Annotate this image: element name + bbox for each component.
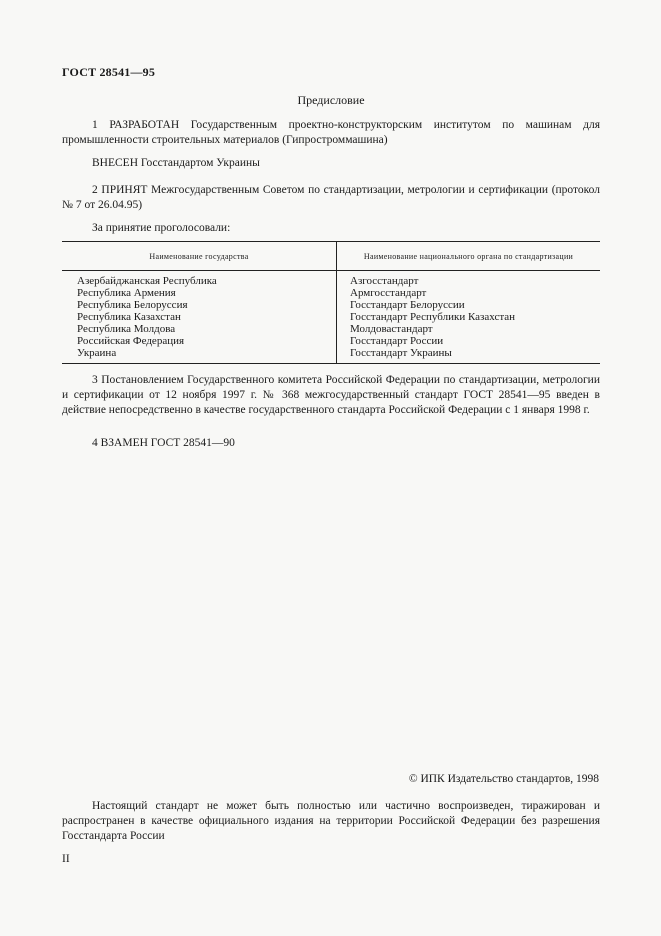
paragraph-voted: За принятие проголосовали: bbox=[92, 222, 231, 234]
state-name: Республика Молдова bbox=[77, 323, 176, 335]
table-header-row bbox=[62, 242, 600, 271]
state-name: Украина bbox=[77, 347, 117, 359]
standards-body-name: Азгосстандарт bbox=[350, 275, 419, 287]
bodies-cell bbox=[337, 271, 601, 364]
standards-body-name: Госстандарт России bbox=[350, 335, 444, 347]
page-number: II bbox=[62, 853, 70, 865]
table-row bbox=[62, 271, 600, 364]
copyright-notice: © ИПК Издательство стандартов, 1998 bbox=[408, 773, 599, 785]
paragraph-enacted: 3 Постановлением Государственного комитета Российской Федерации по стандартизации, метрологии и сертификации от 12 ноября 1997 г. № 368 межгосударственный стандарт ГОСТ 28541—95 введен в действие непосредственно в качестве государственного стандарта Российской Федерации с 1 января 1998 г. bbox=[62, 374, 600, 416]
states-cell bbox=[62, 271, 337, 364]
section-title: Предисловие bbox=[297, 93, 365, 107]
state-name: Республика Армения bbox=[77, 287, 176, 299]
paragraph-developed: 1 РАЗРАБОТАН Государственным проектно-конструкторским институтом по машинам для промышленности строительных материалов (Гипростроммашина) bbox=[62, 119, 600, 146]
standards-body-name: Госстандарт Республики Казахстан bbox=[350, 311, 516, 323]
paragraph-introduced: ВНЕСЕН Госстандартом Украины bbox=[92, 157, 260, 169]
standards-body-name: Армгосстандарт bbox=[350, 287, 427, 299]
standards-body-name: Госстандарт Белоруссии bbox=[350, 299, 465, 311]
state-name: Азербайджанская Республика bbox=[77, 275, 217, 287]
paragraph-replaces: 4 ВЗАМЕН ГОСТ 28541—90 bbox=[92, 437, 235, 449]
standards-body-name: Госстандарт Украины bbox=[350, 347, 452, 359]
voting-table bbox=[62, 241, 600, 364]
state-name: Республика Белоруссия bbox=[77, 299, 188, 311]
standards-body-name: Молдовастандарт bbox=[350, 323, 433, 335]
column-header-body: Наименование национального органа по стандартизации bbox=[337, 242, 601, 271]
reproduction-notice: Настоящий стандарт не может быть полностью или частично воспроизведен, тиражирован и распространен в качестве официального издания на территории Российской Федерации без разрешения Госстандарта России bbox=[62, 800, 600, 842]
state-name: Российская Федерация bbox=[77, 335, 185, 347]
state-name: Республика Казахстан bbox=[77, 311, 181, 323]
paragraph-adopted: 2 ПРИНЯТ Межгосударственным Советом по стандартизации, метрологии и сертификации (протокол № 7 от 26.04.95) bbox=[62, 184, 600, 211]
column-header-state: Наименование государства bbox=[62, 242, 337, 271]
document-id: ГОСТ 28541—95 bbox=[62, 65, 156, 79]
